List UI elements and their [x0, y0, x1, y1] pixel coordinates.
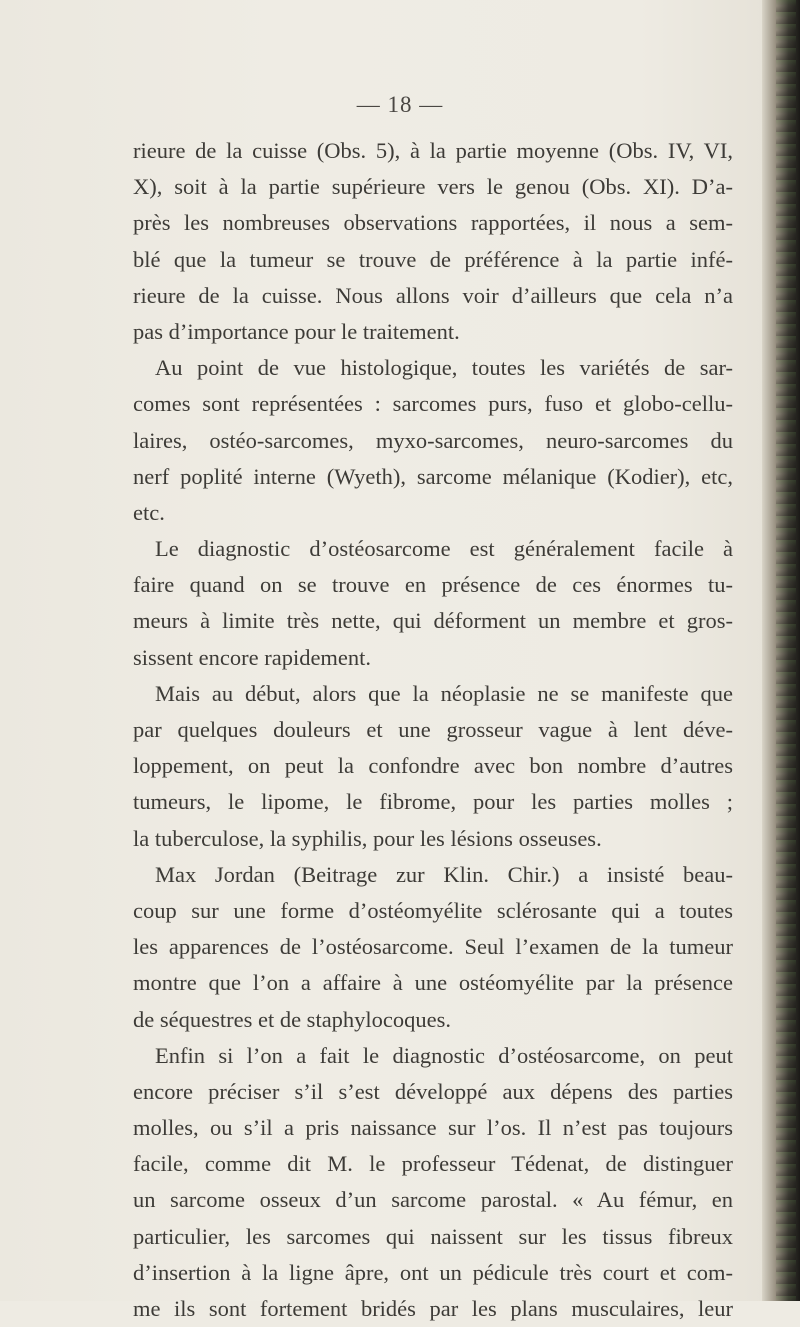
text-line: montre que l’on a affaire à une ostéomyélite par la présence	[133, 970, 733, 996]
text-line: de séquestres et de staphylocoques.	[133, 1006, 452, 1032]
text-line: rieure de la cuisse (Obs. 5), à la partie moyenne (Obs. IV, VI,	[133, 138, 733, 163]
text-line: sissent encore rapidement.	[133, 644, 372, 670]
text-line: etc.	[133, 499, 165, 525]
text-line: les apparences de l’ostéosarcome. Seul l’examen de la tumeur	[133, 934, 733, 960]
text-line: particulier, les sarcomes qui naissent sur les tissus fibreux	[133, 1223, 733, 1249]
body-text	[133, 133, 733, 1327]
text-line: molles, ou s’il a pris naissance sur l’os. Il n’est pas toujours	[133, 1115, 733, 1141]
text-line: loppement, on peut la confondre avec bon nombre d’autres	[133, 753, 733, 779]
text-line: nerf poplité interne (Wyeth), sarcome mélanique (Kodier), etc,	[133, 463, 733, 489]
text-line: près les nombreuses observations rapportées, il nous a sem-	[133, 210, 733, 236]
spine-texture	[776, 0, 796, 1301]
page-number: — 18 —	[356, 92, 444, 117]
text-line: la tuberculose, la syphilis, pour les lésions osseuses.	[133, 825, 602, 851]
text-line: faire quand on se trouve en présence de ces énormes tu-	[133, 572, 733, 598]
text-line: tumeurs, le lipome, le fibrome, pour les parties molles ;	[133, 789, 733, 815]
text-line: un sarcome osseux d’un sarcome parostal. « Au fémur, en	[133, 1187, 733, 1213]
text-line: facile, comme dit M. le professeur Tédenat, de distinguer	[133, 1151, 733, 1177]
text-line: rieure de la cuisse. Nous allons voir d’ailleurs que cela n’a	[133, 282, 733, 308]
text-line: encore préciser s’il s’est développé aux dépens des parties	[133, 1078, 733, 1104]
text-line: Enfin si l’on a fait le diagnostic d’ostéosarcome, on peut	[155, 1042, 733, 1068]
text-line: Le diagnostic d’ostéosarcome est généralement facile à	[155, 536, 733, 562]
text-line: par quelques douleurs et une grosseur vague à lent déve-	[133, 717, 733, 742]
text-line: meurs à limite très nette, qui déforment un membre et gros-	[133, 608, 733, 634]
text-line: laires, ostéo-sarcomes, myxo-sarcomes, neuro-sarcomes du	[133, 427, 733, 453]
text-line: pas d’importance pour le traitement.	[133, 318, 460, 344]
text-line: X), soit à la partie supérieure vers le genou (Obs. XI). D’a-	[133, 174, 733, 200]
text-line: me ils sont fortement bridés par les plans musculaires, leur	[133, 1296, 733, 1321]
text-line: Mais au début, alors que la néoplasie ne se manifeste que	[155, 680, 733, 706]
text-line: Au point de vue histologique, toutes les variétés de sar-	[155, 355, 733, 381]
text-line: coup sur une forme d’ostéomyélite sclérosante qui a toutes	[133, 897, 733, 923]
text-line: Max Jordan (Beitrage zur Klin. Chir.) a insisté beau-	[155, 861, 733, 887]
text-line: d’insertion à la ligne âpre, ont un pédicule très court et com-	[133, 1259, 733, 1285]
text-line: blé que la tumeur se trouve de préférence à la partie infé-	[133, 246, 733, 272]
text-line: comes sont représentées : sarcomes purs, fuso et globo-cellu-	[133, 391, 733, 417]
